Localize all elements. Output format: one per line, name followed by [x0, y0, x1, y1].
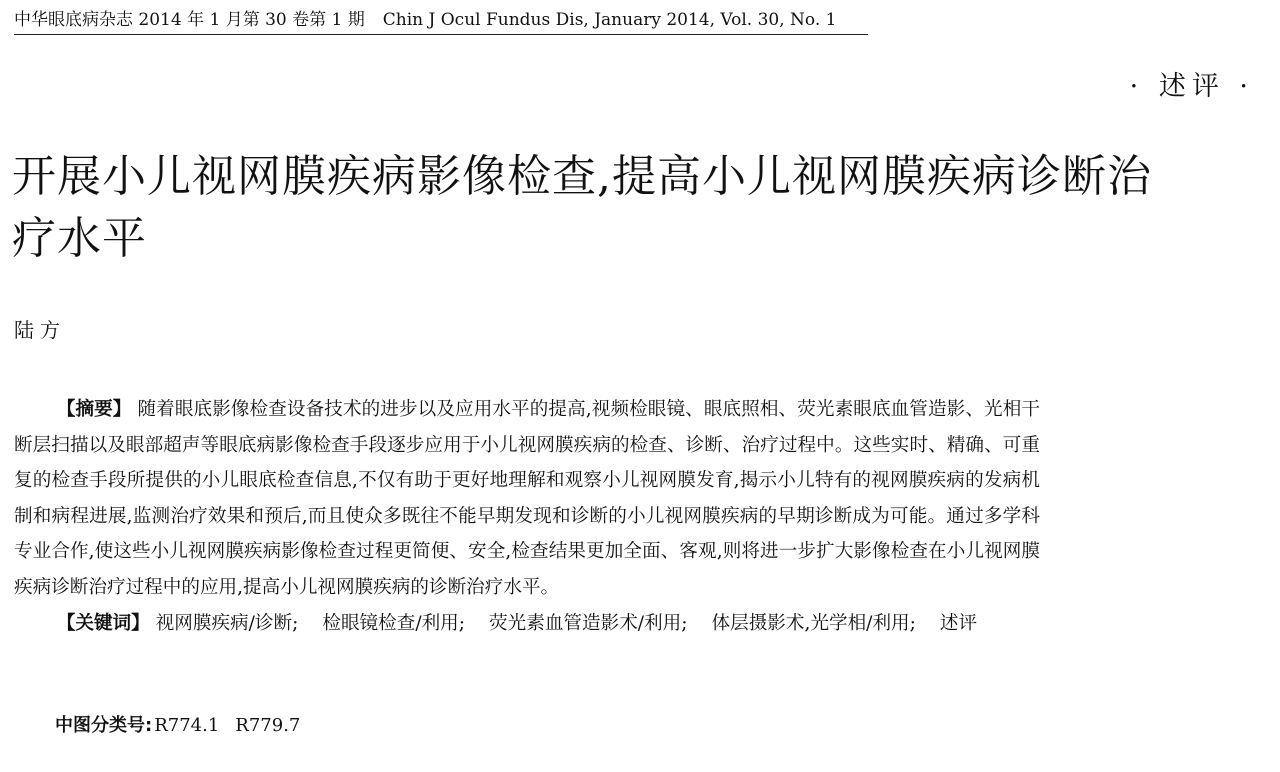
keywords-paragraph	[14, 606, 1040, 642]
clc-label: 中图分类号:	[55, 715, 153, 736]
keyword-item: 检眼镜检查/利用;	[322, 612, 466, 634]
article-title: 开展小儿视网膜疾病影像检查,提高小儿视网膜疾病诊断治疗水平	[12, 151, 1152, 264]
clc-code: R779.7	[235, 715, 301, 736]
abstract-text: 随着眼底影像检查设备技术的进步以及应用水平的提高,视频检眼镜、眼底照相、荧光素眼底血管造影、光相干断层扫描以及眼部超声等眼底病影像检查手段逐步应用于小儿视网膜疾病的检查、诊断、治疗过程中。这些实时、精确、可重复的检查手段所提供的小儿眼底检查信息,不仅有助于更好地理解和观察小儿视网膜发育,揭示小儿特有的视网膜疾病的发病机制和病程进展,监测治疗效果和预后,而且使众多既往不能早期发现和诊断的小儿视网膜疾病的早期诊断成为可能。通过多学科专业合作,使这些小儿视网膜疾病影像检查过程更简便、安全,检查结果更加全面、客观,则将进一步扩大影像检查在小儿视网膜疾病诊断治疗过程中的应用,提高小儿视网膜疾病的诊断治疗水平。	[14, 399, 1040, 598]
author: 陆方	[14, 318, 66, 342]
keyword-item: 视网膜疾病/诊断;	[155, 612, 299, 634]
running-head-chinese: 中华眼底病杂志 2014 年 1 月第 30 卷第 1 期	[14, 10, 365, 30]
keyword-item: 体层摄影术,光学相/利用;	[711, 612, 916, 634]
column-label: · 述评 ·	[1129, 71, 1254, 102]
running-head-english: Chin J Ocul Fundus Dis, January 2014, Vol. 30, No. 1	[382, 10, 837, 30]
abstract-label: 【摘要】	[56, 399, 132, 420]
abstract-section	[14, 392, 1040, 641]
keyword-item: 荧光素血管造影术/利用;	[489, 612, 688, 634]
clc-code: R774.1	[154, 715, 220, 736]
keywords-label: 【关键词】	[56, 612, 150, 634]
clc-number	[55, 712, 300, 740]
keyword-item: 述评	[939, 612, 978, 634]
running-head	[14, 8, 868, 35]
abstract-paragraph	[14, 392, 1040, 606]
